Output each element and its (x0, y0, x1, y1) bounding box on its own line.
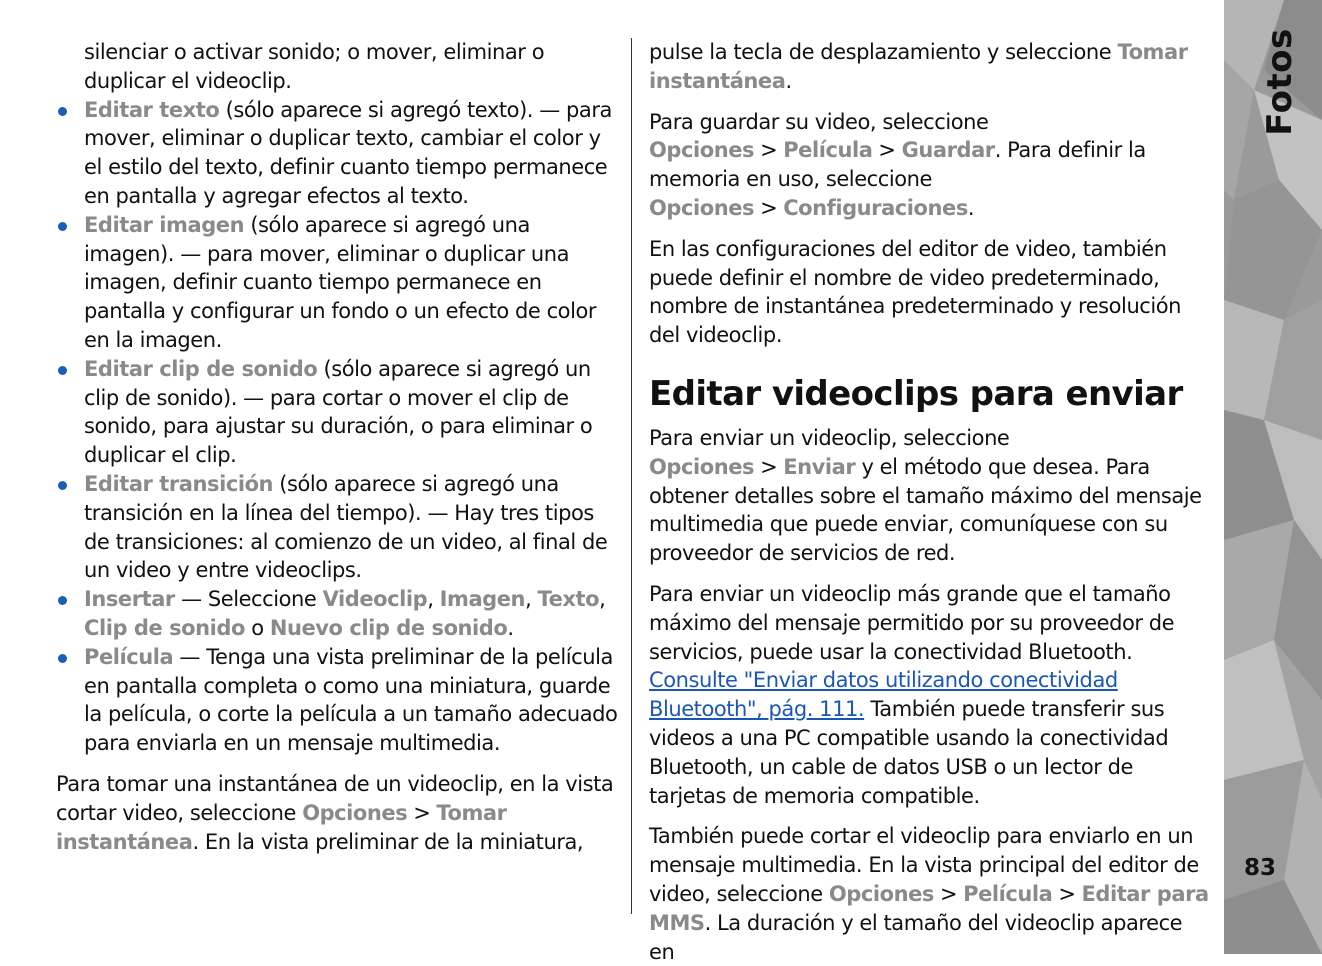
left-column (56, 38, 618, 856)
list-item (56, 643, 618, 758)
menu-term: Editar imagen (84, 212, 245, 237)
path-separator: > (760, 454, 778, 479)
band-pattern (1224, 0, 1322, 954)
cross-reference-link[interactable]: Consulte "Enviar datos utilizando conectividad Bluetooth", pág. 111. (649, 668, 1118, 722)
text-run: Para enviar un videoclip, seleccione (649, 425, 1010, 450)
text-run: . En la vista preliminar de la miniatura, (192, 829, 584, 854)
item-text: — Seleccione (174, 587, 323, 612)
menu-editar-para-mms: Editar para MMS (649, 881, 1209, 935)
text-run: . Para definir la memoria en uso, seleccione (649, 138, 1146, 192)
column-divider (631, 38, 632, 914)
path-separator: > (1058, 881, 1076, 906)
text-run: . (785, 68, 792, 93)
menu-pelicula: Película (963, 881, 1053, 906)
path-separator: > (413, 800, 431, 825)
section-band (1224, 0, 1322, 954)
text-run: También puede cortar el videoclip para enviarlo en un mensaje multimedia. En la vista principal del editor de video, seleccione (649, 824, 1199, 906)
menu-term: Editar texto (84, 97, 220, 122)
paragraph (649, 38, 1211, 96)
text-run: También puede transferir sus videos a una PC compatible usando la conectividad Bluetooth, un cable de datos USB o un lector de tarjetas de memoria compatible. (649, 697, 1169, 808)
list-item (56, 585, 618, 643)
right-column (649, 38, 1211, 966)
list-item (56, 96, 618, 211)
menu-term: Película (84, 644, 174, 669)
snapshot-paragraph (56, 770, 618, 856)
text-run: y el método que desea. Para obtener detalles sobre el tamaño máximo del mensaje multimedia que puede enviar, comuníquese con su proveedor de servicios de red. (649, 454, 1202, 566)
bullet-icon (58, 107, 67, 116)
feature-list (56, 96, 618, 758)
section-heading: Editar videoclips para enviar (649, 373, 1183, 414)
menu-opciones: Opciones (649, 454, 755, 479)
menu-opciones: Opciones (828, 881, 934, 906)
path-separator: > (760, 195, 778, 220)
menu-opciones: Opciones (649, 195, 755, 220)
list-item (56, 211, 618, 355)
menu-guardar: Guardar (901, 138, 995, 163)
text-run: . La duración y el tamaño del videoclip aparece en (649, 910, 1183, 964)
text-run: pulse la tecla de desplazamiento y seleccione (649, 40, 1118, 64)
punctuation: , (525, 587, 538, 612)
menu-opciones: Opciones (302, 800, 408, 825)
punctuation: , (599, 587, 606, 612)
item-text: (sólo aparece si agregó una transición en la línea del tiempo). — Hay tres tipos de transiciones: al comienzo de un video, al final de un video y entre videoclips. (84, 471, 608, 583)
item-text: (sólo aparece si agregó texto). — para mover, eliminar o duplicar texto, cambiar el color y el estilo del texto, definir cuanto tiempo permanece en pantalla y agregar efectos al texto. (84, 97, 612, 208)
option-nuevo-clip-de-sonido: Nuevo clip de sonido (269, 615, 508, 640)
bullet-icon (58, 481, 67, 490)
bullet-icon (58, 596, 67, 605)
menu-tomar-instantanea: Tomar instantánea (56, 800, 507, 854)
paragraph: En las configuraciones del editor de video, también puede definir el nombre de video predeterminado, nombre de instantánea predeterminado y resolución del videoclip. (649, 236, 1182, 348)
path-separator: > (939, 881, 958, 906)
intro-continuation: silenciar o activar sonido; o mover, eliminar o duplicar el videoclip. (84, 40, 545, 93)
menu-configuraciones: Configuraciones (783, 195, 968, 220)
paragraph (649, 822, 1211, 966)
menu-term: Insertar (84, 587, 175, 612)
page-number: 83 (1244, 855, 1277, 881)
option-texto: Texto (537, 587, 600, 612)
menu-term: Editar clip de sonido (84, 356, 318, 381)
menu-enviar: Enviar (783, 454, 856, 479)
section-label: Fotos (1260, 28, 1300, 136)
item-text: (sólo aparece si agregó una imagen). — para mover, eliminar o duplicar una imagen, definir cuanto tiempo permanece en pantalla y configurar un fondo o un efecto de color en la imagen. (84, 212, 597, 352)
punctuation: o (244, 615, 270, 640)
menu-opciones: Opciones (649, 138, 755, 163)
list-item (56, 355, 618, 470)
bullet-icon (58, 222, 67, 231)
text-run: Para guardar su video, seleccione (649, 109, 989, 134)
option-imagen: Imagen (439, 587, 526, 612)
bullet-icon (58, 366, 67, 375)
list-item (56, 470, 618, 585)
paragraph (649, 424, 1211, 568)
text-run: Para tomar una instantánea de un videoclip, en la vista cortar video, seleccione (56, 771, 614, 825)
option-videoclip: Videoclip (322, 587, 428, 612)
paragraph (649, 108, 1211, 223)
text-run: Para enviar un videoclip más grande que el tamaño máximo del mensaje permitido por su proveedor de servicios, puede usar la conectividad Bluetooth. (649, 581, 1175, 664)
paragraph (649, 580, 1211, 810)
text-run: . (967, 195, 975, 220)
menu-pelicula: Película (783, 138, 873, 163)
item-text: (sólo aparece si agregó un clip de sonido). — para cortar o mover el clip de sonido, para ajustar su duración, o para eliminar o duplicar el clip. (84, 356, 593, 468)
option-clip-de-sonido: Clip de sonido (84, 615, 245, 640)
menu-tomar-instantanea: Tomar instantánea (649, 40, 1188, 93)
item-text: — Tenga una vista preliminar de la película en pantalla completa o como una miniatura, guarde la película, o corte la película a un tamaño adecuado para enviarla en un mensaje multimedia. (84, 644, 618, 756)
punctuation: . (507, 615, 514, 640)
menu-term: Editar transición (84, 471, 274, 496)
punctuation: , (427, 587, 440, 612)
path-separator: > (760, 138, 778, 163)
path-separator: > (878, 138, 896, 163)
bullet-icon (58, 654, 67, 663)
